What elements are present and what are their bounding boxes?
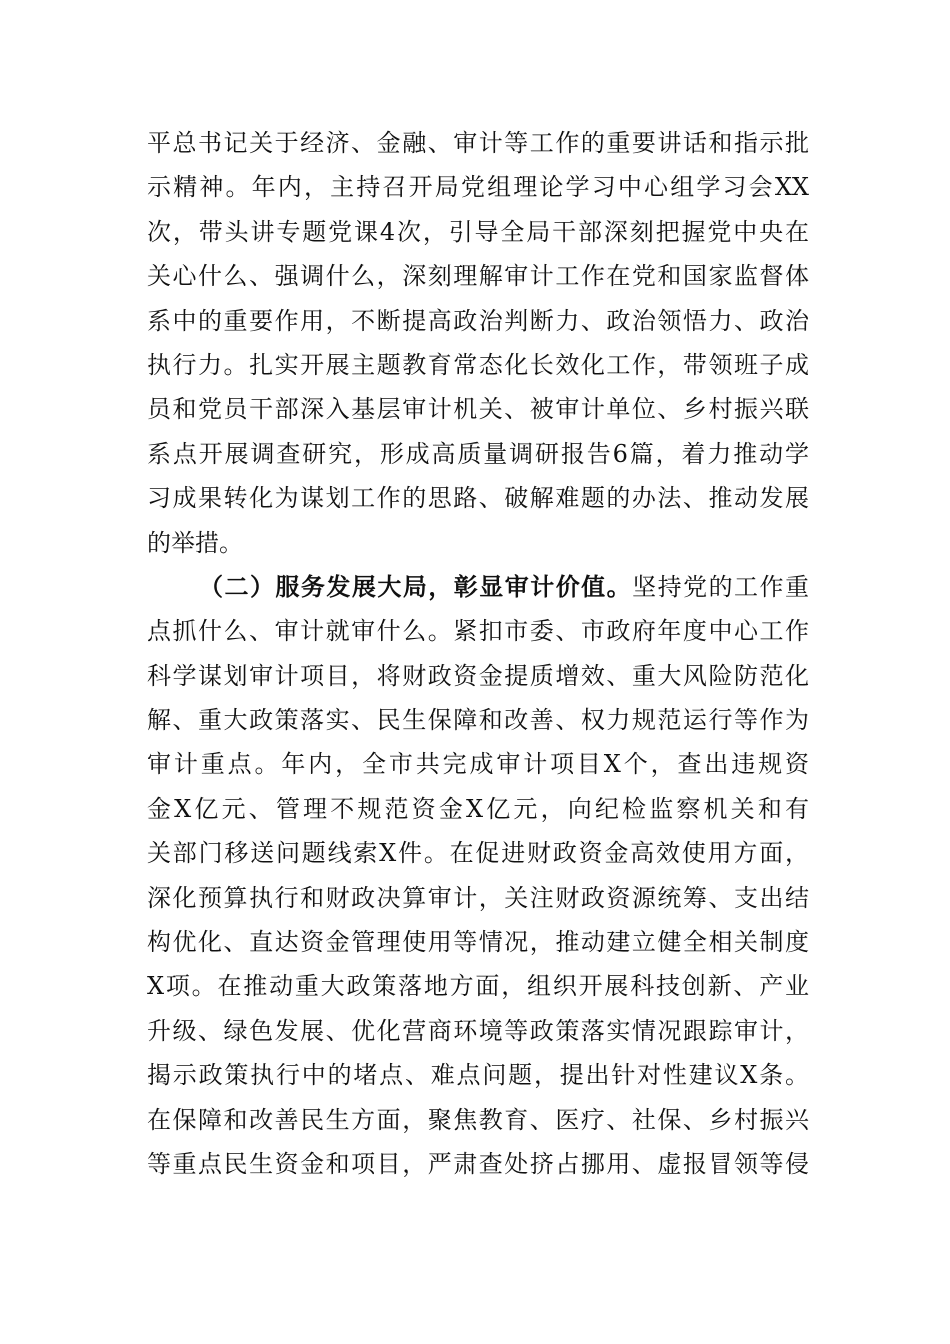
text-line: 在保障和改善民生方面，聚焦教育、医疗、社保、乡村振兴 [147, 1105, 809, 1134]
text-line: 执行力。扎实开展主题教育常态化长效化工作，带领班子成 [147, 350, 809, 379]
text-line: 的举措。 [147, 528, 243, 557]
text-line: 揭示政策执行中的堵点、难点问题，提出针对性建议X条。 [147, 1061, 809, 1090]
text-line: 科学谋划审计项目，将财政资金提质增效、重大风险防范化 [147, 661, 809, 690]
text-line: X项。在推动重大政策落地方面，组织开展科技创新、产业 [147, 972, 809, 1001]
text-line: 金X亿元、管理不规范资金X亿元，向纪检监察机关和有 [147, 794, 809, 823]
text-line: 关心什么、强调什么，深刻理解审计工作在党和国家监督体 [147, 262, 809, 291]
paragraph-text: 坚持党的工作重 [632, 572, 810, 601]
text-line: 点抓什么、审计就审什么。紧扣市委、市政府年度中心工作 [147, 617, 809, 646]
paragraph-2-first-line [147, 565, 809, 609]
section-heading: （二）服务发展大局，彰显审计价值。 [199, 571, 633, 601]
text-line: 员和党员干部深入基层审计机关、被审计单位、乡村振兴联 [147, 395, 809, 424]
text-line: 习成果转化为谋划工作的思路、破解难题的办法、推动发展 [147, 484, 809, 513]
text-line: 关部门移送问题线索X件。在促进财政资金高效使用方面， [147, 839, 809, 868]
text-line: 系中的重要作用，不断提高政治判断力、政治领悟力、政治 [147, 306, 809, 335]
text-line: 升级、绿色发展、优化营商环境等政策落实情况跟踪审计， [147, 1016, 809, 1045]
text-line: 等重点民生资金和项目，严肃查处挤占挪用、虚报冒领等侵 [147, 1149, 809, 1178]
text-line: 深化预算执行和财政决算审计，关注财政资源统筹、支出结 [147, 883, 809, 912]
text-line: 解、重大政策落实、民生保障和改善、权力规范运行等作为 [147, 706, 809, 735]
text-line: 系点开展调查研究，形成高质量调研报告6篇，着力推动学 [147, 439, 809, 468]
text-line: 审计重点。年内，全市共完成审计项目X个，查出违规资 [147, 750, 809, 779]
document-page [147, 121, 809, 1186]
text-line: 平总书记关于经济、金融、审计等工作的重要讲话和指示批 [147, 129, 809, 157]
paragraph-1 [147, 121, 809, 565]
text-line: 示精神。年内，主持召开局党组理论学习中心组学习会XX [147, 173, 809, 202]
paragraph-2 [147, 565, 809, 1186]
text-line: 次，带头讲专题党课4次，引导全局干部深刻把握党中央在 [147, 217, 809, 246]
text-line: 构优化、直达资金管理使用等情况，推动建立健全相关制度 [147, 928, 809, 957]
